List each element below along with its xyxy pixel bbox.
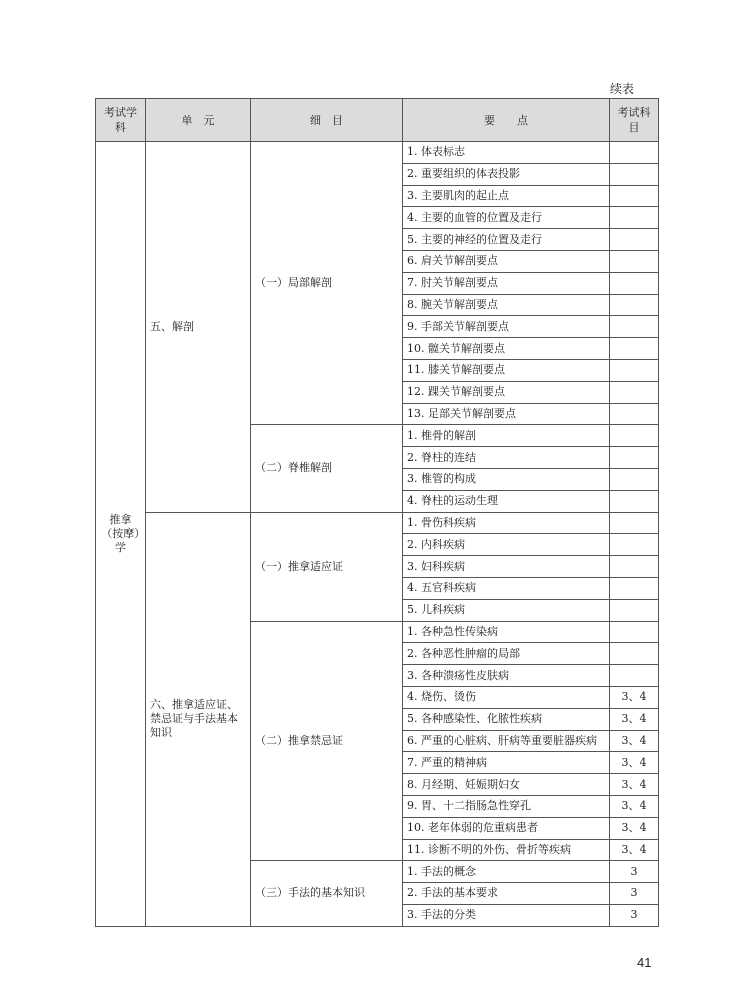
point-cell: 6. 严重的心脏病、肝病等重要脏器疾病: [403, 730, 610, 752]
exam-subject-cell: [610, 468, 659, 490]
point-cell: 9. 胃、十二指肠急性穿孔: [403, 795, 610, 817]
point-cell: 1. 各种急性传染病: [403, 621, 610, 643]
exam-subject-cell: [610, 163, 659, 185]
point-cell: 13. 足部关节解剖要点: [403, 403, 610, 425]
header-exam-subject: 考试科目: [610, 99, 659, 142]
exam-subject-cell: [610, 403, 659, 425]
detail-cell: （三）手法的基本知识: [251, 861, 403, 926]
exam-subject-cell: [610, 142, 659, 164]
exam-subject-cell: 3、4: [610, 730, 659, 752]
exam-subject-cell: 3、4: [610, 708, 659, 730]
exam-subject-cell: [610, 294, 659, 316]
point-cell: 10. 老年体弱的危重病患者: [403, 817, 610, 839]
detail-cell: （一）推拿适应证: [251, 512, 403, 621]
exam-subject-cell: [610, 599, 659, 621]
continued-label: 续表: [610, 82, 635, 96]
point-cell: 2. 手法的基本要求: [403, 883, 610, 905]
point-cell: 4. 脊柱的运动生理: [403, 490, 610, 512]
exam-subject-cell: [610, 207, 659, 229]
point-cell: 5. 主要的神经的位置及走行: [403, 229, 610, 251]
exam-subject-cell: [610, 643, 659, 665]
header-unit: 单 元: [146, 99, 251, 142]
table-row: [96, 142, 659, 164]
exam-subject-cell: 3、4: [610, 774, 659, 796]
exam-subject-cell: [610, 490, 659, 512]
point-cell: 5. 儿科疾病: [403, 599, 610, 621]
point-cell: 3. 各种溃疡性皮肤病: [403, 665, 610, 687]
point-cell: 12. 踝关节解剖要点: [403, 381, 610, 403]
point-cell: 1. 椎骨的解剖: [403, 425, 610, 447]
detail-cell: （一）局部解剖: [251, 142, 403, 425]
exam-subject-cell: [610, 272, 659, 294]
exam-subject-cell: [610, 381, 659, 403]
point-cell: 1. 体表标志: [403, 142, 610, 164]
exam-subject-cell: [610, 185, 659, 207]
header-detail: 细 目: [251, 99, 403, 142]
exam-subject-cell: [610, 665, 659, 687]
exam-subject-cell: [610, 534, 659, 556]
exam-subject-cell: [610, 338, 659, 360]
point-cell: 3. 主要肌肉的起止点: [403, 185, 610, 207]
point-cell: 9. 手部关节解剖要点: [403, 316, 610, 338]
exam-subject-cell: [610, 556, 659, 578]
exam-subject-cell: 3: [610, 904, 659, 926]
exam-subject-cell: [610, 229, 659, 251]
exam-subject-cell: 3、4: [610, 839, 659, 861]
exam-subject-cell: [610, 577, 659, 599]
exam-subject-cell: 3: [610, 861, 659, 883]
point-cell: 7. 肘关节解剖要点: [403, 272, 610, 294]
exam-subject-cell: [610, 512, 659, 534]
table-header-row: [96, 99, 659, 142]
exam-subject-cell: 3: [610, 883, 659, 905]
point-cell: 2. 内科疾病: [403, 534, 610, 556]
detail-cell: （二）推拿禁忌证: [251, 621, 403, 861]
header-points: 要 点: [403, 99, 610, 142]
exam-subject-cell: [610, 316, 659, 338]
point-cell: 2. 各种恶性肿瘤的局部: [403, 643, 610, 665]
point-cell: 3. 手法的分类: [403, 904, 610, 926]
point-cell: 11. 诊断不明的外伤、骨折等疾病: [403, 839, 610, 861]
syllabus-table: [95, 98, 659, 927]
point-cell: 7. 严重的精神病: [403, 752, 610, 774]
point-cell: 8. 腕关节解剖要点: [403, 294, 610, 316]
point-cell: 6. 肩关节解剖要点: [403, 250, 610, 272]
exam-subject-cell: [610, 359, 659, 381]
exam-subject-cell: [610, 250, 659, 272]
point-cell: 8. 月经期、妊娠期妇女: [403, 774, 610, 796]
point-cell: 11. 膝关节解剖要点: [403, 359, 610, 381]
point-cell: 1. 骨伤科疾病: [403, 512, 610, 534]
header-subject: 考试学科: [96, 99, 146, 142]
point-cell: 4. 烧伤、烫伤: [403, 686, 610, 708]
unit-cell: 五、解剖: [146, 142, 251, 513]
subject-cell: 推拿（按摩）学: [96, 142, 146, 927]
point-cell: 2. 重要组织的体表投影: [403, 163, 610, 185]
point-cell: 4. 主要的血管的位置及走行: [403, 207, 610, 229]
exam-subject-cell: 3、4: [610, 752, 659, 774]
point-cell: 3. 椎管的构成: [403, 468, 610, 490]
table-row: [96, 512, 659, 534]
page-number: 41: [637, 955, 652, 970]
point-cell: 1. 手法的概念: [403, 861, 610, 883]
exam-subject-cell: 3、4: [610, 795, 659, 817]
detail-cell: （二）脊椎解剖: [251, 425, 403, 512]
point-cell: 4. 五官科疾病: [403, 577, 610, 599]
table-body: [96, 142, 659, 927]
exam-subject-cell: [610, 447, 659, 469]
exam-subject-cell: [610, 425, 659, 447]
point-cell: 10. 髋关节解剖要点: [403, 338, 610, 360]
point-cell: 2. 脊柱的连结: [403, 447, 610, 469]
exam-subject-cell: 3、4: [610, 686, 659, 708]
exam-subject-cell: 3、4: [610, 817, 659, 839]
point-cell: 3. 妇科疾病: [403, 556, 610, 578]
unit-cell: 六、推拿适应证、禁忌证与手法基本知识: [146, 512, 251, 926]
point-cell: 5. 各种感染性、化脓性疾病: [403, 708, 610, 730]
exam-subject-cell: [610, 621, 659, 643]
